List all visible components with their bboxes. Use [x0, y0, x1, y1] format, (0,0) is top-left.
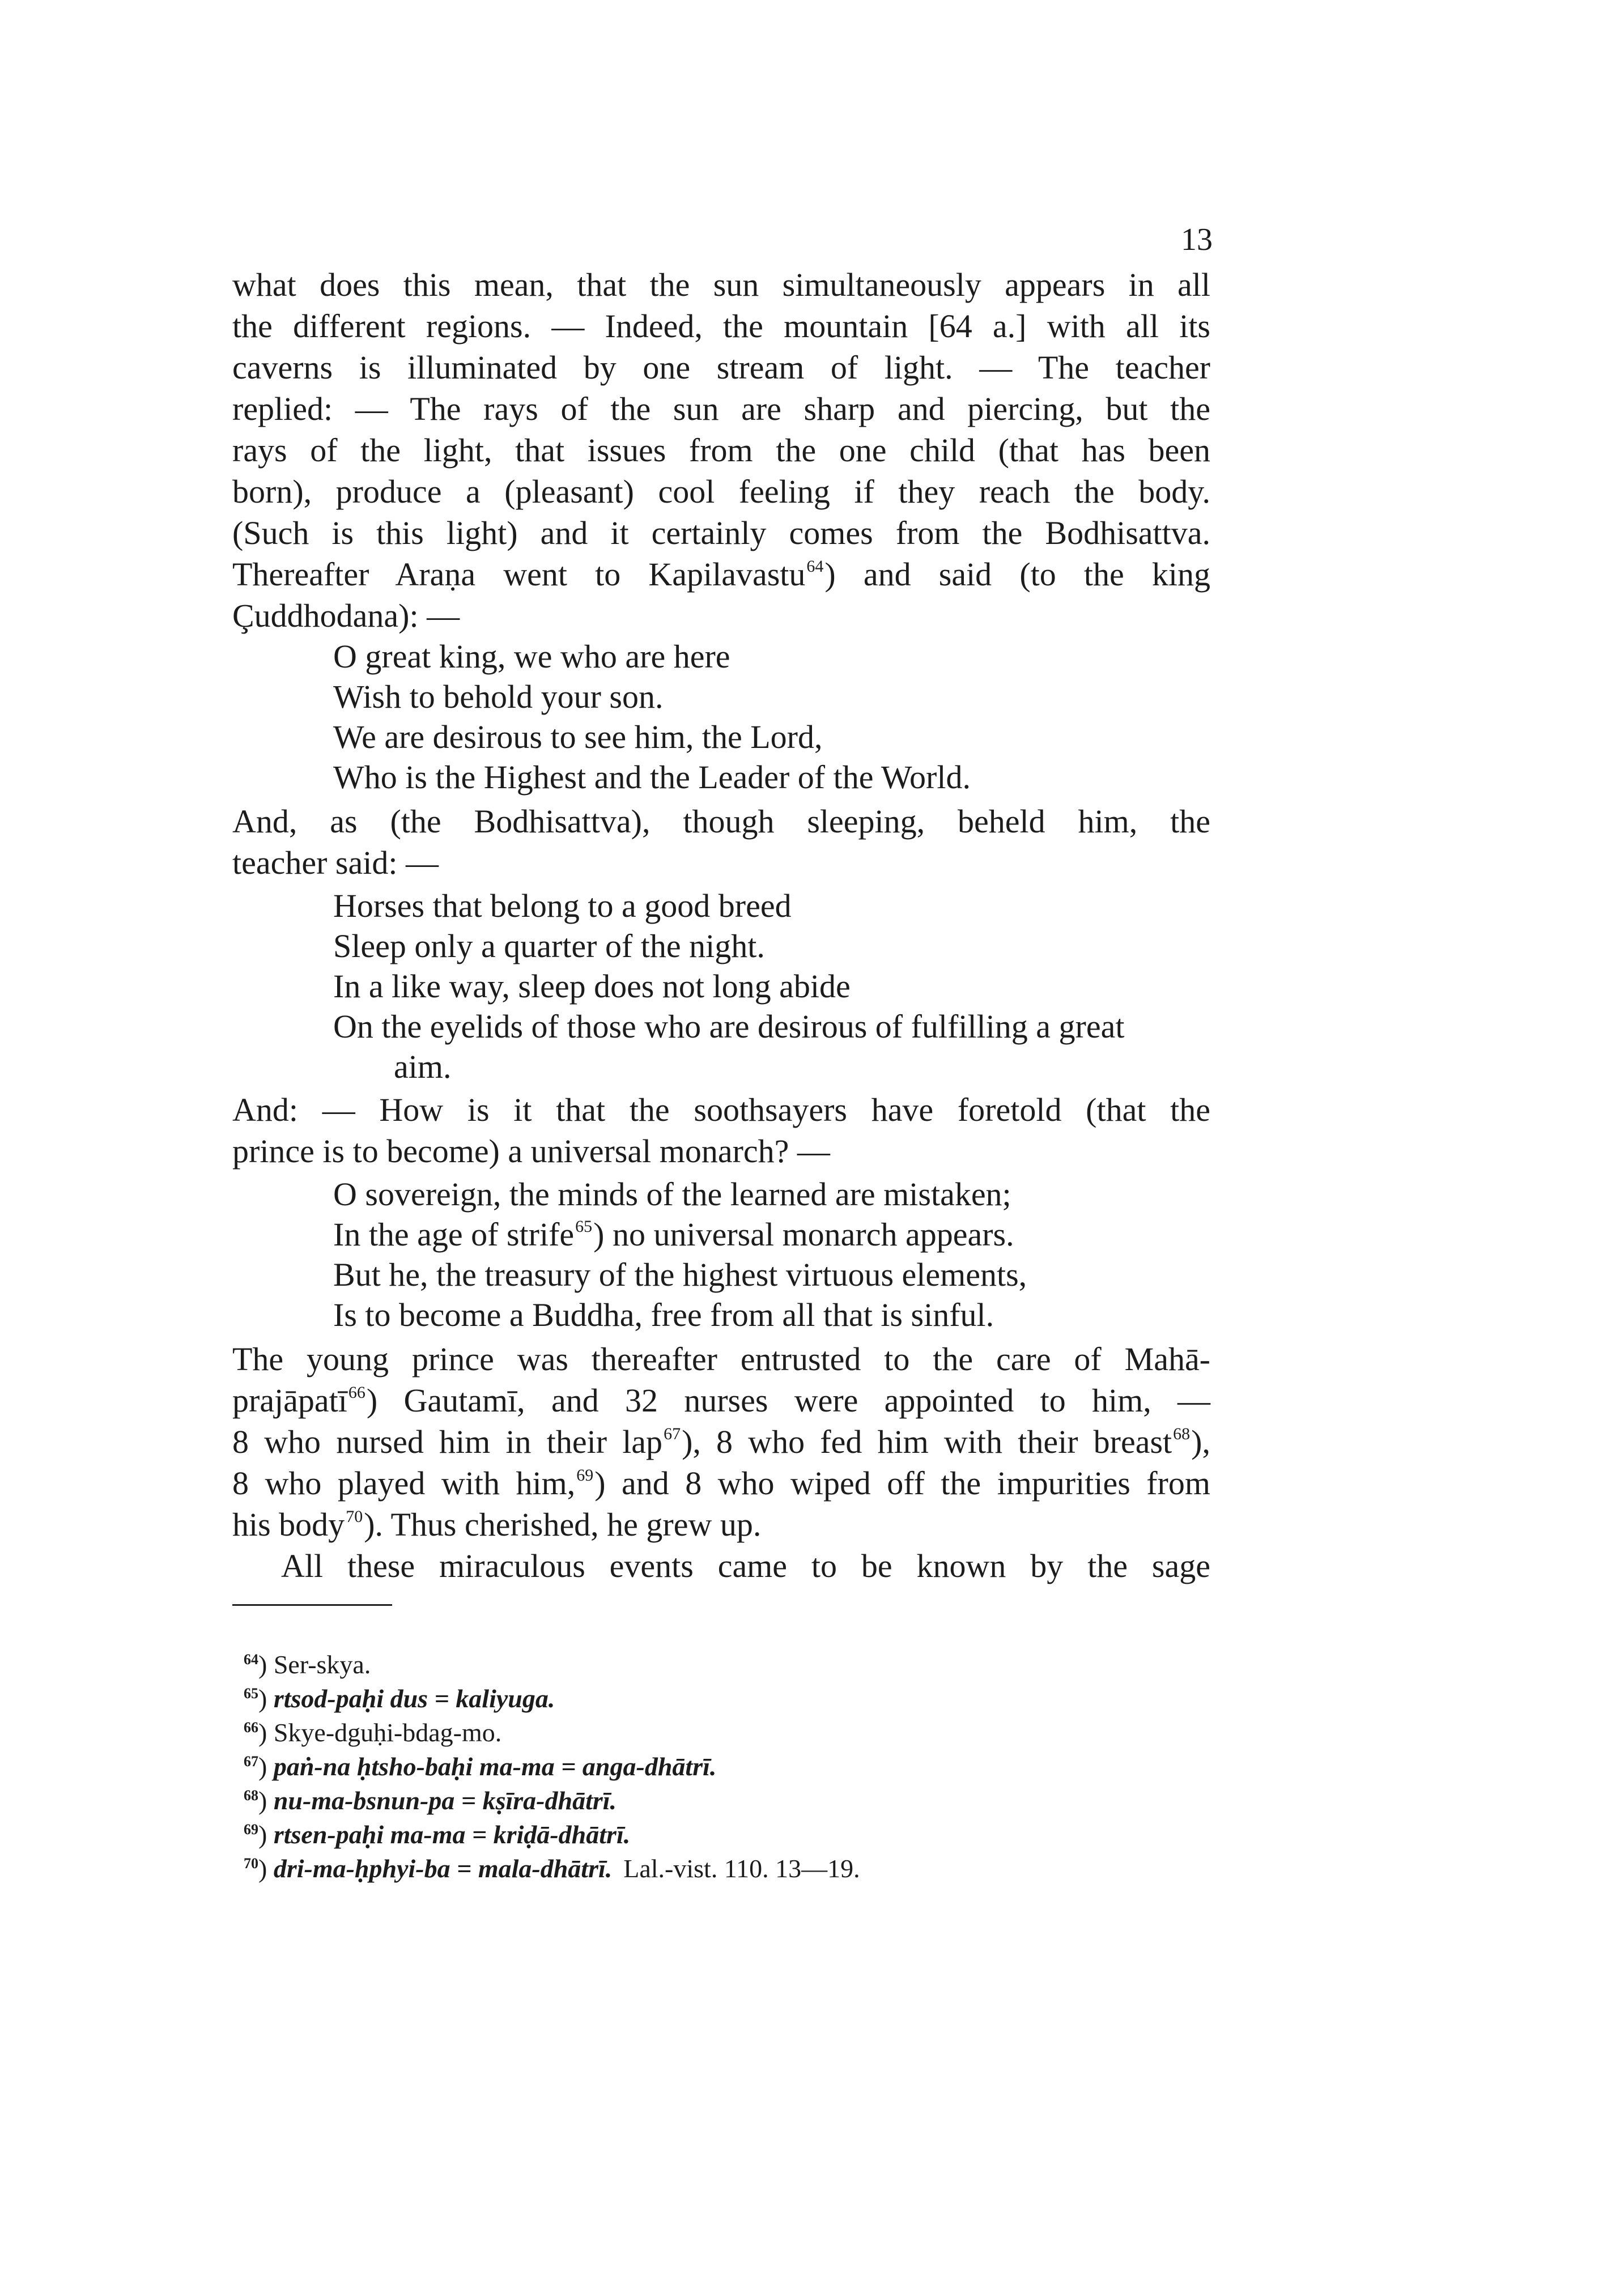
- text-line: 8 who played with him,$^{69}$) and 8 who wiped off the impurities from: [232, 1465, 1210, 1502]
- text-line: rays of the light, that issues from the one child (that has been: [232, 432, 1210, 469]
- verse-line: Sleep only a quarter of the night.: [333, 928, 765, 964]
- text-line: caverns is illuminated by one stream of light. — The teacher: [232, 349, 1210, 386]
- footnotes: [244, 1648, 860, 1886]
- footnote-ref: 65: [575, 1217, 593, 1236]
- text-line: teacher said: —: [232, 844, 439, 881]
- verse-line: Is to become a Buddha, free from all that is sinful.: [333, 1296, 994, 1333]
- verse-line: In the age of strife$^{65}$) no universal monarch appears.: [333, 1216, 1014, 1253]
- footnote: $^{64}$) Ser-skya.: [244, 1650, 371, 1679]
- text-line: Çuddhodana): —: [232, 597, 460, 634]
- footnote-ref: 67: [664, 1425, 681, 1443]
- text-line: And, as (the Bodhisattva), though sleeping, beheld him, the: [232, 803, 1210, 840]
- footnote: $^{68}$) nu-ma-bsnun-pa = kṣīra-dhātrī.: [244, 1786, 617, 1815]
- body-text: [232, 264, 1210, 1587]
- text-line: born), produce a (pleasant) cool feeling if they reach the body.: [232, 473, 1210, 510]
- footnote: $^{69}$) rtsen-paḥi ma-ma = kriḍā-dhātrī.: [244, 1820, 631, 1849]
- text-line: And: — How is it that the soothsayers have foretold (that the: [232, 1091, 1210, 1128]
- footnote-ref: 69: [576, 1466, 594, 1485]
- verse-line: Wish to behold your son.: [333, 678, 664, 715]
- text-line: the different regions. — Indeed, the mountain [64 a.] with all its: [232, 308, 1210, 345]
- verse-line: O sovereign, the minds of the learned are mistaken;: [333, 1176, 1011, 1213]
- text-line: prajāpatī$^{66}$) Gautamī, and 32 nurses were appointed to him, —: [232, 1382, 1210, 1419]
- text-line: replied: — The rays of the sun are sharp and piercing, but the: [232, 390, 1210, 427]
- footnote: $^{70}$) dri-ma-ḥphyi-ba = mala-dhātrī. Lal.-vist. 110. 13—19.: [244, 1854, 860, 1883]
- text-line: 8 who nursed him in their lap$^{67}$), 8 who fed him with their breast$^{68}$),: [232, 1423, 1210, 1460]
- text-line: All these miraculous events came to be known by the sage: [281, 1547, 1210, 1584]
- text-line: what does this mean, that the sun simultaneously appears in all: [232, 266, 1210, 303]
- text-line: prince is to become) a universal monarch? —: [232, 1133, 830, 1170]
- verse-line: But he, the treasury of the highest virtuous elements,: [333, 1256, 1027, 1293]
- text-line: (Such is this light) and it certainly comes from the Bodhisattva.: [232, 515, 1210, 551]
- footnote-rule: [232, 1604, 392, 1606]
- footnote-ref: 66: [348, 1383, 365, 1402]
- footnote: $^{65}$) rtsod-paḥi dus = kaliyuga.: [244, 1684, 555, 1713]
- footnote-ref: 64: [806, 557, 824, 576]
- verse-line: Who is the Highest and the Leader of the World.: [333, 759, 971, 796]
- page-number: 13: [1181, 222, 1213, 257]
- footnote: $^{66}$) Skye-dguḥi-bdag-mo.: [244, 1718, 502, 1747]
- footnote: $^{67}$) paṅ-na ḥtsho-baḥi ma-ma = anga-dhātrī.: [244, 1752, 717, 1781]
- verse-line: In a like way, sleep does not long abide: [333, 968, 851, 1005]
- text-line: his body$^{70}$). Thus cherished, he grew up.: [232, 1506, 762, 1543]
- footnote-ref: 70: [346, 1507, 363, 1526]
- verse-line: On the eyelids of those who are desirous of fulfilling a great: [333, 1008, 1125, 1045]
- text-line: The young prince was thereafter entrusted to the care of Mahā-: [232, 1341, 1210, 1377]
- verse-line: O great king, we who are here: [333, 638, 730, 675]
- verse-line: aim.: [394, 1048, 452, 1085]
- verse-line: Horses that belong to a good breed: [333, 887, 792, 924]
- verse-line: We are desirous to see him, the Lord,: [333, 718, 823, 755]
- text-line: Thereafter Araṇa went to Kapilavastu$^{64}$) and said (to the king: [232, 556, 1210, 593]
- footnote-ref: 68: [1173, 1425, 1191, 1443]
